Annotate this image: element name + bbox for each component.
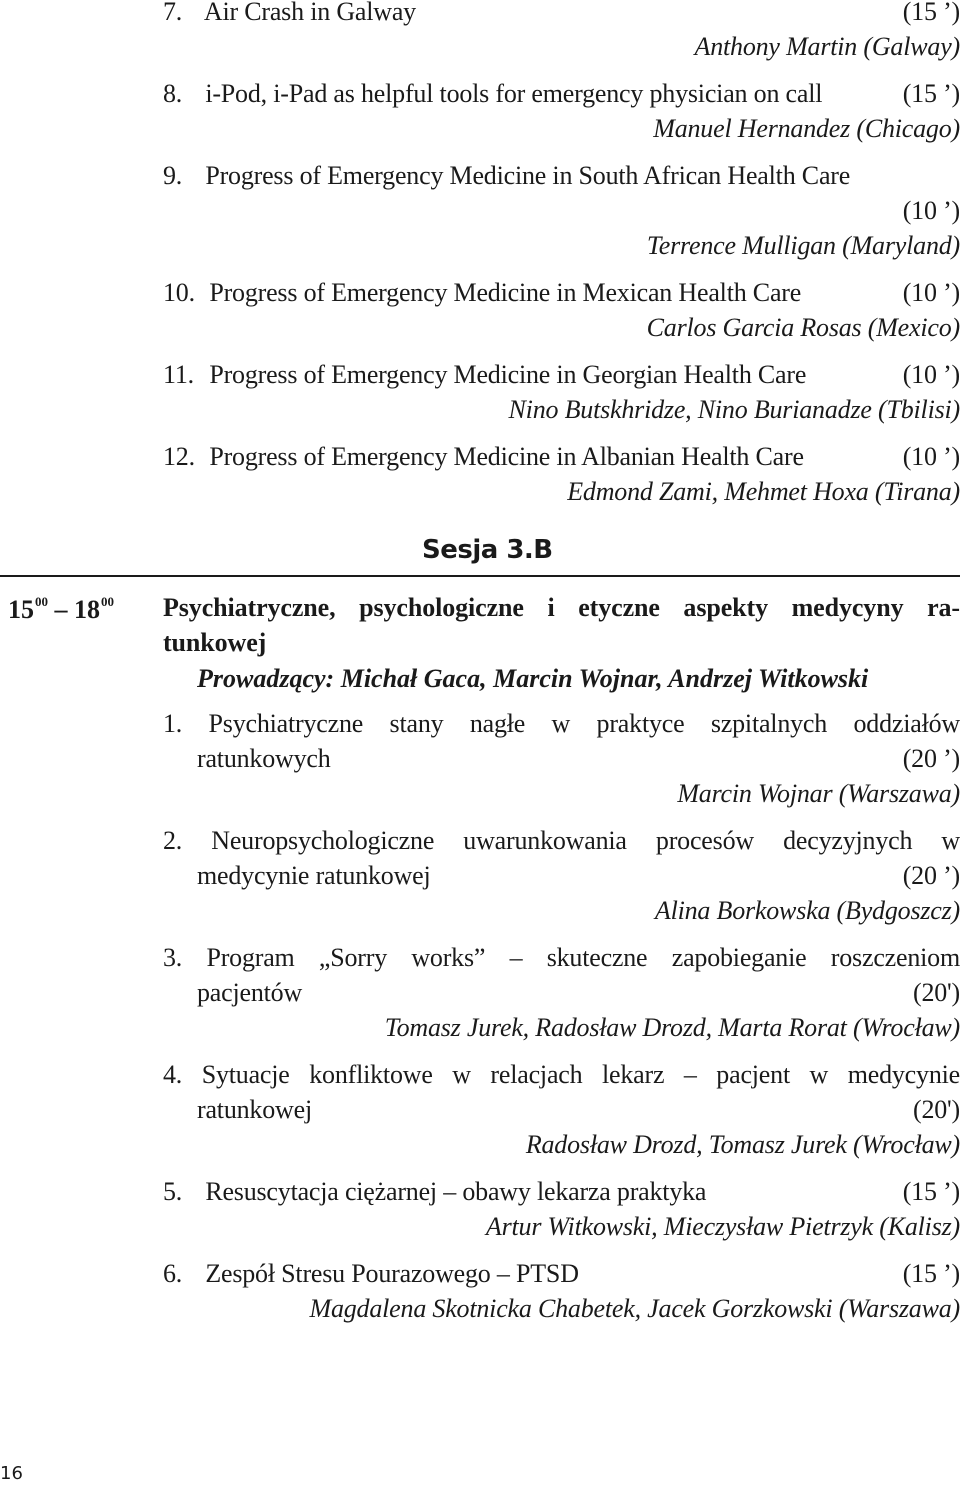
item-number: 11. [163,360,194,389]
item-title: Zespół Stresu Pourazowego – PTSD [205,1259,579,1288]
item-duration: (10 ’) [902,442,960,471]
item-title: Program „Sorry works” – skuteczne zapobieganie roszczeniom [206,943,960,972]
session-time [8,590,114,630]
item-duration: (20') [912,1095,960,1124]
session-title-line-2: tunkowej [163,628,267,657]
item-authors: Carlos Garcia Rosas (Mexico) [646,313,960,342]
agenda-item [163,158,960,193]
session-item-line-2 [163,741,960,776]
item-authors: Nino Butskhridze, Nino Burianadze (Tbilisi) [508,395,960,424]
item-number: 6. [163,1259,183,1288]
item-title-cont: medycynie ratunkowej [197,861,431,890]
item-number: 10. [163,278,195,307]
agenda-item [163,275,960,310]
session-moderators: Prowadzący: Michał Gaca, Marcin Wojnar, Andrzej Witkowski [197,664,869,693]
item-title: i-Pod, i-Pad as helpful tools for emergency physician on call [205,79,823,108]
time-start-min: 00 [35,594,48,609]
item-title: Resuscytacja ciężarnej – obawy lekarza praktyka [205,1177,707,1206]
session-item [163,1174,960,1209]
time-start-hour: 15 [8,595,34,624]
item-authors: Edmond Zami, Mehmet Hoxa (Tirana) [567,477,960,506]
page-number: 16 [0,1463,23,1484]
session-title-line-1: Psychiatryczne, psychologiczne i etyczne aspekty medycyny ra- [163,593,960,622]
item-duration: (10 ’) [902,360,960,389]
session-item-line-2 [163,858,960,893]
item-number: 7. [163,0,183,26]
item-number: 9. [163,161,183,190]
item-title-cont: ratunkowych [197,744,331,773]
item-authors: Manuel Hernandez (Chicago) [653,114,960,143]
session-header [0,532,960,582]
item-authors: Radosław Drozd, Tomasz Jurek (Wrocław) [525,1130,960,1159]
session-item-line-1 [163,1057,960,1092]
item-authors: Tomasz Jurek, Radosław Drozd, Marta Rorat (Wrocław) [384,1013,960,1042]
item-duration: (15 ’) [902,79,960,108]
item-title-cont: pacjentów [197,978,303,1007]
item-authors: Artur Witkowski, Mieczysław Pietrzyk (Kalisz) [485,1212,960,1241]
item-number: 3. [163,943,183,972]
session-item-line-1 [163,940,960,975]
session-label: Sesja 3.B [422,535,553,565]
session-divider [0,575,960,577]
item-authors: Magdalena Skotnicka Chabetek, Jacek Gorzkowski (Warszawa) [309,1294,960,1323]
item-number: 4. [163,1060,183,1089]
session-item-line-1 [163,706,960,741]
item-number: 8. [163,79,183,108]
item-number: 1. [163,709,183,738]
item-number: 5. [163,1177,183,1206]
item-title: Progress of Emergency Medicine in Georgian Health Care [209,360,807,389]
top-agenda-list [163,0,960,509]
session-item [163,1256,960,1291]
item-duration: (20 ’) [902,744,960,773]
item-title: Progress of Emergency Medicine in South African Health Care [205,161,851,190]
item-title: Progress of Emergency Medicine in Albanian Health Care [209,442,804,471]
item-authors: Anthony Martin (Galway) [694,32,960,61]
item-duration: (20') [912,978,960,1007]
agenda-item [163,357,960,392]
time-end-min: 00 [101,594,114,609]
item-title: Neuropsychologiczne uwarunkowania procesów decyzyjnych w [211,826,960,855]
item-title-cont: ratunkowej [197,1095,312,1124]
agenda-item [163,439,960,474]
session-item-line-2 [163,1092,960,1127]
item-duration: (15 ’) [902,0,960,26]
item-duration: (20 ’) [902,861,960,890]
session-item-line-2 [163,975,960,1010]
item-title: Sytuacje konfliktowe w relacjach lekarz – pacjent w medycynie [201,1060,960,1089]
item-duration: (15 ’) [902,1177,960,1206]
item-authors: Marcin Wojnar (Warszawa) [677,779,960,808]
item-number: 2. [163,826,183,855]
item-duration: (10 ’) [902,278,960,307]
item-authors: Terrence Mulligan (Maryland) [646,231,960,260]
agenda-item [163,76,960,111]
item-authors: Alina Borkowska (Bydgoszcz) [654,896,960,925]
item-title: Psychiatryczne stany nagłe w praktyce szpitalnych oddziałów [208,709,960,738]
item-duration: (10 ’) [902,196,960,225]
agenda-item [163,0,960,29]
session-body [163,590,960,1326]
time-dash: – [54,595,68,624]
item-title: Air Crash in Galway [203,0,416,26]
item-number: 12. [163,442,195,471]
item-title: Progress of Emergency Medicine in Mexican Health Care [209,278,802,307]
session-item-line-1 [163,823,960,858]
item-duration: (15 ’) [902,1259,960,1288]
time-end-hour: 18 [74,595,100,624]
